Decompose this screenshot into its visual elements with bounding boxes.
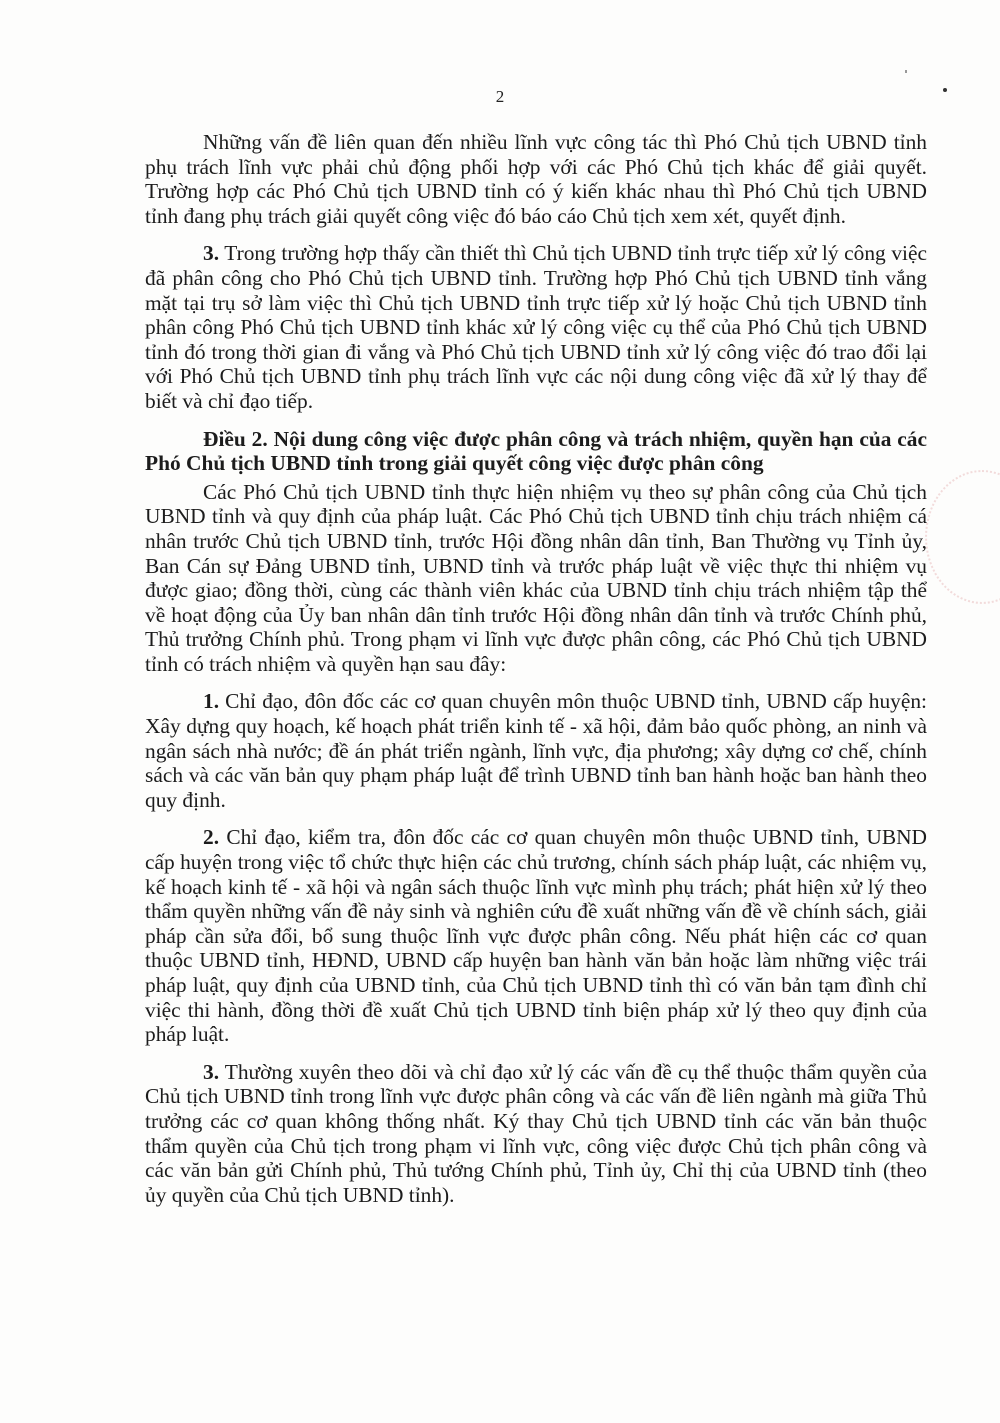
item-number: 3.	[203, 1059, 220, 1084]
page-number: 2	[495, 87, 505, 106]
document-body	[145, 130, 927, 1220]
paragraph-item-3	[145, 1060, 927, 1208]
item-number: 3.	[203, 241, 220, 266]
item-number: 2.	[203, 825, 220, 850]
paragraph-text: Chỉ đạo, đôn đốc các cơ quan chuyên môn thuộc UBND tỉnh, UBND cấp huyện: Xây dựng quy hoạch, kế hoạch phát triển kinh tế - xã hội, đảm bảo quốc phòng, an ninh và ngân sách nhà nước; đề án phát triển ngành, lĩnh vực, địa phương; xây dựng cơ chế, chính sách và các văn bản quy phạm pháp luật để trình UBND tỉnh ban hành hoặc ban hành theo quy định.	[145, 689, 927, 812]
paragraph-item-2	[145, 825, 927, 1046]
article-2-heading	[145, 427, 927, 476]
paragraph-item-1	[145, 689, 927, 812]
paragraph-responsibilities	[145, 480, 927, 677]
paragraph-text: Trong trường hợp thấy cần thiết thì Chủ tịch UBND tỉnh trực tiếp xử lý công việc đã phân công cho Phó Chủ tịch UBND tỉnh. Trường hợp Phó Chủ tịch UBND tỉnh vắng mặt tại trụ sở làm việc thì Chủ tịch UBND tỉnh trực tiếp xử lý hoặc Chủ tịch UBND tỉnh phân công Phó Chủ tịch UBND tỉnh khác xử lý công việc cụ thể của Phó Chủ tịch UBND tỉnh đó trong thời gian đi vắng và Phó Chủ tịch UBND tỉnh xử lý công việc đó trao đổi lại với Phó Chủ tịch UBND tỉnh phụ trách lĩnh vực các nội dung công việc đã xử lý thay để biết và chỉ đạo tiếp.	[145, 241, 927, 413]
paragraph-text: Thường xuyên theo dõi và chỉ đạo xử lý các vấn đề cụ thể thuộc thẩm quyền của Chủ tịch UBND tỉnh trong lĩnh vực được phân công và các vấn đề liên ngành mà giữa Thủ trưởng các cơ quan không thống nhất. Ký thay Chủ tịch UBND tỉnh các văn bản thuộc thẩm quyền của Chủ tịch trong phạm vi lĩnh vực, công việc được Chủ tịch phân công và các văn bản gửi Chính phủ, Thủ tướng Chính phủ, Tỉnh ủy, Chỉ thị của UBND tỉnh (theo ủy quyền của Chủ tịch UBND tỉnh).	[145, 1059, 927, 1207]
paragraph-text: Chỉ đạo, kiểm tra, đôn đốc các cơ quan chuyên môn thuộc UBND tỉnh, UBND cấp huyện trong việc tổ chức thực hiện các chủ trương, chính sách pháp luật, các nhiệm vụ, kế hoạch kinh tế - xã hội và ngân sách thuộc lĩnh vực mình phụ trách; phát hiện xử lý theo thẩm quyền những vấn đề nảy sinh và nghiên cứu đề xuất những vấn đề về chính sách, giải pháp cần sửa đổi, bổ sung thuộc lĩnh vực được phân công. Nếu phát hiện các cơ quan thuộc UBND tỉnh, HĐND, UBND cấp huyện ban hành văn bản hoặc làm những việc trái pháp luật, quy định của UBND tỉnh, của Chủ tịch UBND tỉnh thì có văn bản tạm đình chỉ việc thi hành, đồng thời đề xuất Chủ tịch UBND tỉnh biện pháp xử lý theo quy định của pháp luật.	[145, 825, 927, 1047]
scan-mark	[905, 70, 907, 73]
paragraph-text: Các Phó Chủ tịch UBND tỉnh thực hiện nhiệm vụ theo sự phân công của Chủ tịch UBND tỉnh và quy định của pháp luật. Các Phó Chủ tịch UBND tỉnh chịu trách nhiệm cá nhân trước Chủ tịch UBND tỉnh, trước Hội đồng nhân dân tỉnh, Ban Thường vụ Tỉnh ủy, Ban Cán sự Đảng UBND tỉnh, UBND tỉnh và trước pháp luật về việc thực thi nhiệm vụ được giao; đồng thời, cùng các thành viên khác của UBND tỉnh chịu trách nhiệm tập thể về hoạt động của Ủy ban nhân dân tỉnh trước Hội đồng nhân dân tỉnh và trước Chính phủ, Thủ trưởng Chính phủ. Trong phạm vi lĩnh vực được phân công, các Phó Chủ tịch UBND tỉnh có trách nhiệm và quyền hạn sau đây:	[145, 479, 927, 676]
item-number: 1.	[203, 689, 220, 714]
paragraph-text: Những vấn đề liên quan đến nhiều lĩnh vực công tác thì Phó Chủ tịch UBND tỉnh phụ trách lĩnh vực phải chủ động phối hợp với các Phó Chủ tịch khác để giải quyết. Trường hợp các Phó Chủ tịch UBND tỉnh có ý kiến khác nhau thì Phó Chủ tịch UBND tỉnh đang phụ trách giải quyết công việc đó báo cáo Chủ tịch xem xét, quyết định.	[145, 130, 927, 228]
paragraph-coordination	[145, 130, 927, 228]
paragraph-item-3-direct-handling	[145, 241, 927, 413]
faint-stamp-trace	[925, 470, 1000, 604]
article-heading-text: Điều 2. Nội dung công việc được phân công và trách nhiệm, quyền hạn của các Phó Chủ tịch UBND tỉnh trong giải quyết công việc được phân công	[145, 426, 927, 476]
